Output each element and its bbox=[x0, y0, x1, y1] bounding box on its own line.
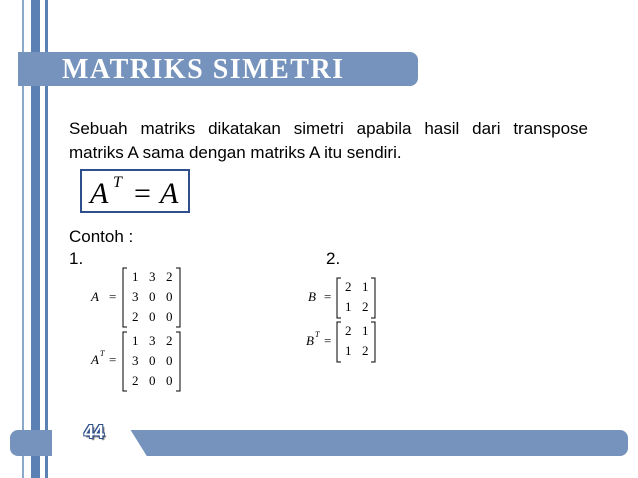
matrix-at-bracket-right bbox=[176, 332, 180, 391]
matrix-a-cell: 2 bbox=[166, 269, 173, 284]
matrix-a-cell: 0 bbox=[166, 309, 173, 324]
matrix-a-cell: 3 bbox=[132, 289, 139, 304]
matrix-a-cell: 1 bbox=[132, 269, 139, 284]
matrix-b-cell: 2 bbox=[362, 299, 369, 314]
matrix-bt-cell: 1 bbox=[362, 323, 369, 338]
matrix-bt-bracket-right bbox=[371, 322, 375, 362]
matrix-a-label: A bbox=[91, 289, 99, 304]
matrix-at-cell: 0 bbox=[166, 353, 173, 368]
matrix-bt-cell: 1 bbox=[345, 343, 352, 358]
matrix-b-cell: 1 bbox=[345, 299, 352, 314]
matrix-at-superscript: T bbox=[100, 349, 105, 358]
example-1-number: 1. bbox=[69, 249, 84, 268]
matrix-b-equals: = bbox=[324, 289, 332, 304]
formula-rhs: A bbox=[160, 177, 179, 210]
definition-text: Sebuah matriks dikatakan simetri apabila hasil dari transpose matriks A sama dengan matriks A itu sendiri. bbox=[69, 119, 588, 162]
formula-superscript: T bbox=[113, 174, 122, 191]
slide-title: MATRIKS SIMETRI bbox=[62, 54, 345, 85]
matrix-a-bracket-right bbox=[176, 268, 180, 327]
matrix-b-cell: 1 bbox=[362, 279, 369, 294]
matrix-a-cell: 0 bbox=[149, 309, 156, 324]
matrix-at-label: A bbox=[91, 352, 99, 367]
matrix-bt-bracket-left bbox=[337, 322, 341, 362]
matrix-at-equals: = bbox=[109, 352, 117, 367]
matrix-a-cell: 3 bbox=[149, 269, 156, 284]
matrix-at-cell: 0 bbox=[149, 373, 156, 388]
matrix-a-equals: = bbox=[109, 289, 117, 304]
matrix-a-cell: 0 bbox=[166, 289, 173, 304]
matrix-bt-superscript: T bbox=[315, 330, 320, 339]
matrix-at-bracket-left bbox=[123, 332, 127, 391]
formula-lhs: A bbox=[90, 177, 109, 210]
matrix-b-bracket-left bbox=[337, 278, 341, 318]
matrix-bt-label: B bbox=[306, 333, 314, 348]
matrix-at-cell: 2 bbox=[166, 333, 173, 348]
matrix-b-label: B bbox=[308, 289, 316, 304]
matrix-bt-equals: = bbox=[324, 333, 332, 348]
matrix-at-cell: 0 bbox=[166, 373, 173, 388]
example-label: Contoh : bbox=[69, 227, 134, 246]
matrix-b-bracket-right bbox=[371, 278, 375, 318]
matrix-a-cell: 0 bbox=[149, 289, 156, 304]
matrix-at-cell: 2 bbox=[132, 373, 139, 388]
matrix-a-cell: 2 bbox=[132, 309, 139, 324]
example-2-number: 2. bbox=[326, 249, 341, 268]
matrix-at-cell: 1 bbox=[132, 333, 139, 348]
matrix-a-bracket-left bbox=[123, 268, 127, 327]
matrix-at-cell: 3 bbox=[149, 333, 156, 348]
matrix-at-cell: 0 bbox=[149, 353, 156, 368]
matrix-b-cell: 2 bbox=[345, 279, 352, 294]
page-number: 44 bbox=[84, 422, 105, 442]
matrix-at-cell: 3 bbox=[132, 353, 139, 368]
matrix-bt-cell: 2 bbox=[362, 343, 369, 358]
formula-operator: = bbox=[134, 177, 151, 210]
matrix-bt-cell: 2 bbox=[345, 323, 352, 338]
